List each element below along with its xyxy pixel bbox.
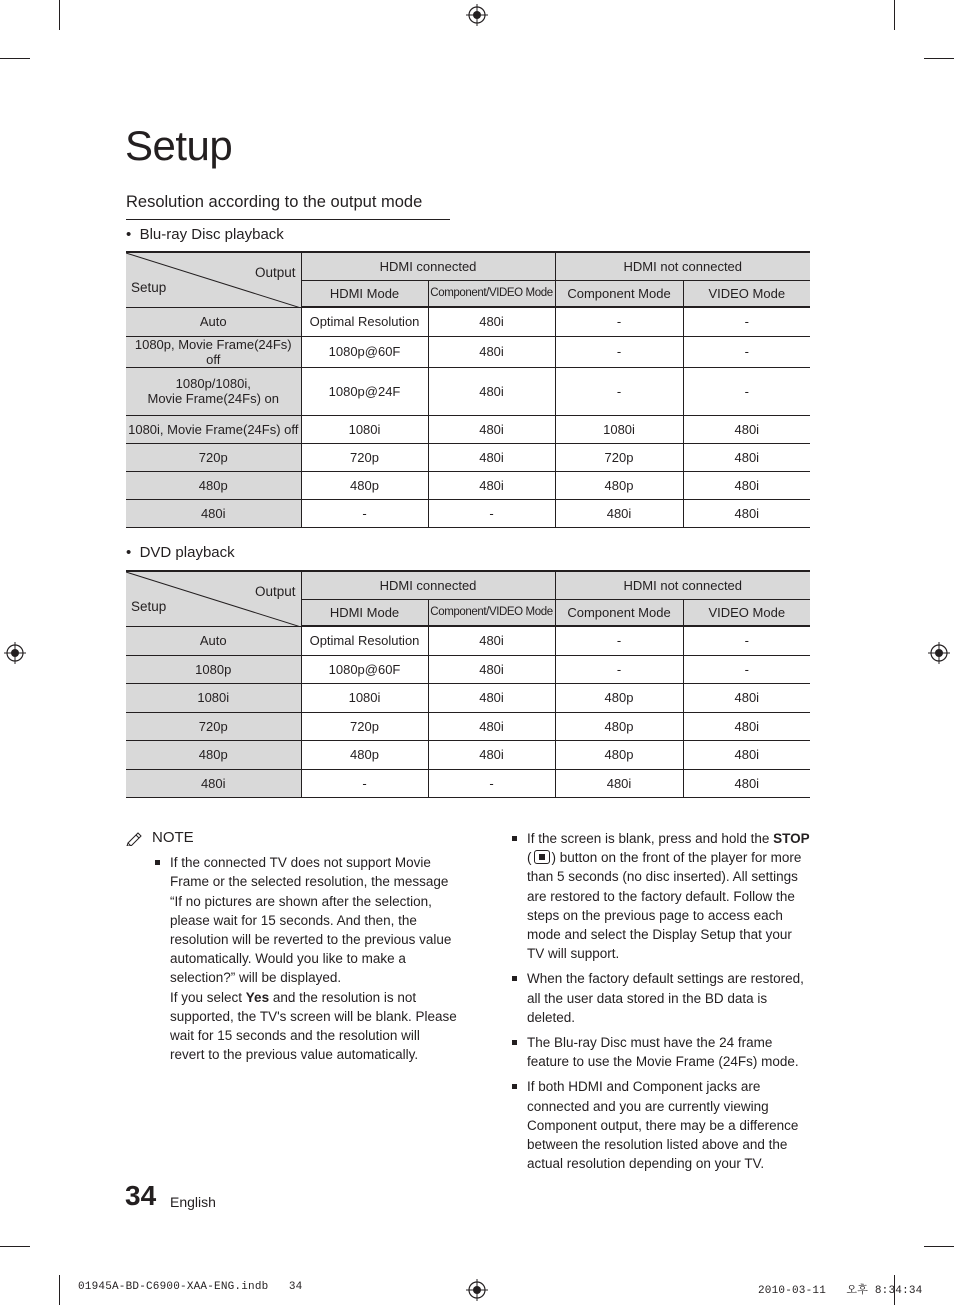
value-cell: -	[555, 626, 683, 655]
note-item: If both HDMI and Component jacks are connected and you are currently viewing Component output, there may be a difference between the resolution listed above and the actual resolution depending on your TV.	[512, 1077, 812, 1173]
stop-label: STOP	[773, 831, 810, 846]
table-row	[126, 443, 810, 471]
value-cell: 720p	[301, 443, 428, 471]
stop-button-icon	[534, 850, 550, 864]
value-cell: 480i	[428, 740, 555, 769]
setup-cell: 480p	[126, 740, 301, 769]
table-corner-header	[126, 571, 301, 626]
corner-setup-label: Setup	[131, 279, 167, 295]
pencil-note-icon	[126, 830, 146, 846]
value-cell: 480p	[301, 740, 428, 769]
registration-mark-icon	[466, 4, 488, 26]
bluray-resolution-table	[126, 251, 810, 528]
hdmi-mode-header: HDMI Mode	[301, 599, 428, 626]
hdmi-connected-header: HDMI connected	[301, 571, 555, 599]
note-text: If the screen is blank, press and hold the	[527, 831, 774, 846]
setup-cell: 1080i, Movie Frame(24Fs) off	[126, 415, 301, 443]
value-cell: -	[555, 655, 683, 683]
component-video-mode-header: Component/VIDEO Mode	[428, 599, 555, 626]
setup-cell: 1080p	[126, 655, 301, 683]
note-item: When the factory default settings are restored, all the user data stored in the BD data is deleted.	[512, 969, 812, 1027]
component-video-mode-header: Component/VIDEO Mode	[428, 280, 555, 307]
table-row	[126, 367, 810, 415]
value-cell: 720p	[555, 443, 683, 471]
value-cell: -	[555, 336, 683, 367]
value-cell: 480p	[555, 683, 683, 712]
setup-cell: 480p	[126, 471, 301, 499]
crop-mark	[59, 1275, 60, 1305]
setup-cell: 1080p, Movie Frame(24Fs) off	[126, 336, 301, 367]
dvd-heading: • DVD playback	[126, 544, 235, 561]
value-cell: -	[428, 499, 555, 527]
table-row	[126, 712, 810, 740]
table-row	[126, 471, 810, 499]
note-left-column	[126, 828, 458, 1070]
corner-output-label: Output	[254, 584, 296, 599]
value-cell: 480i	[428, 683, 555, 712]
table-row	[126, 769, 810, 797]
value-cell: -	[555, 307, 683, 336]
value-cell: 480i	[555, 769, 683, 797]
note-item	[512, 829, 812, 963]
registration-mark-icon	[928, 642, 950, 664]
value-cell: 480p	[555, 712, 683, 740]
component-mode-header: Component Mode	[555, 280, 683, 307]
crop-mark	[894, 0, 895, 30]
value-cell: 1080i	[301, 683, 428, 712]
value-cell: 480i	[683, 499, 810, 527]
value-cell: 480p	[555, 740, 683, 769]
footer-file-info: 01945A-BD-C6900-XAA-ENG.indb 34	[78, 1281, 303, 1293]
page-language: English	[170, 1194, 216, 1210]
corner-setup-label: Setup	[131, 598, 167, 614]
value-cell: 480i	[683, 712, 810, 740]
value-cell: 480i	[683, 769, 810, 797]
value-cell: 480i	[428, 655, 555, 683]
section-title: Resolution according to the output mode	[126, 193, 450, 220]
value-cell: 1080p@60F	[301, 655, 428, 683]
page-title: Setup	[125, 122, 233, 169]
value-cell: 480i	[428, 443, 555, 471]
footer-timestamp: 2010-03-11 오후 8:34:34	[758, 1285, 923, 1297]
setup-line-2: Movie Frame(24Fs) on	[147, 391, 279, 406]
registration-mark-icon	[466, 1279, 488, 1301]
value-cell: -	[683, 655, 810, 683]
note-text: (	[527, 850, 532, 866]
value-cell: -	[683, 626, 810, 655]
setup-cell: Auto	[126, 307, 301, 336]
table-row	[126, 655, 810, 683]
value-cell: Optimal Resolution	[301, 626, 428, 655]
table-row	[126, 499, 810, 527]
table-row	[126, 307, 810, 336]
setup-cell: 480i	[126, 769, 301, 797]
video-mode-header: VIDEO Mode	[683, 280, 810, 307]
value-cell: 1080p@24F	[301, 367, 428, 415]
value-cell: Optimal Resolution	[301, 307, 428, 336]
value-cell: 480i	[555, 499, 683, 527]
value-cell: 1080i	[301, 415, 428, 443]
value-cell: 480i	[683, 443, 810, 471]
crop-mark	[924, 58, 954, 59]
registration-mark-icon	[4, 642, 26, 664]
note-item: The Blu-ray Disc must have the 24 frame feature to use the Movie Frame (24Fs) mode.	[512, 1033, 812, 1071]
value-cell: 480i	[428, 367, 555, 415]
value-cell: 480i	[683, 471, 810, 499]
page-number: 34	[125, 1180, 157, 1211]
value-cell: -	[301, 769, 428, 797]
value-cell: 480i	[428, 712, 555, 740]
setup-cell: Auto	[126, 626, 301, 655]
table-row	[126, 683, 810, 712]
crop-mark	[59, 0, 60, 30]
dvd-heading-text: DVD playback	[139, 544, 235, 561]
value-cell: -	[555, 367, 683, 415]
value-cell: 480i	[428, 307, 555, 336]
note-item	[155, 853, 458, 1064]
value-cell: 480i	[428, 336, 555, 367]
value-cell: 480p	[555, 471, 683, 499]
value-cell: 1080i	[555, 415, 683, 443]
crop-mark	[0, 1246, 30, 1247]
note-text: If you select	[170, 989, 246, 1005]
crop-mark	[0, 58, 30, 59]
value-cell: 480i	[683, 683, 810, 712]
value-cell: 720p	[301, 712, 428, 740]
note-text: )	[551, 850, 556, 866]
value-cell: -	[683, 367, 810, 415]
note-heading	[126, 828, 458, 847]
setup-cell: 480i	[126, 499, 301, 527]
table-row	[126, 415, 810, 443]
hdmi-connected-header: HDMI connected	[301, 252, 555, 280]
video-mode-header: VIDEO Mode	[683, 599, 810, 626]
yes-label: Yes	[245, 989, 270, 1005]
component-mode-header: Component Mode	[555, 599, 683, 626]
value-cell: 480p	[301, 471, 428, 499]
value-cell: 480i	[428, 415, 555, 443]
setup-cell: 1080i	[126, 683, 301, 712]
corner-output-label: Output	[254, 265, 296, 280]
value-cell: -	[683, 307, 810, 336]
value-cell: -	[301, 499, 428, 527]
value-cell: 1080p@60F	[301, 336, 428, 367]
value-cell: 480i	[428, 626, 555, 655]
note-heading-text: NOTE	[152, 829, 194, 846]
table-row	[126, 740, 810, 769]
value-cell: 480i	[683, 415, 810, 443]
hdmi-mode-header: HDMI Mode	[301, 280, 428, 307]
value-cell: -	[683, 336, 810, 367]
table-corner-header	[126, 252, 301, 307]
dvd-resolution-table	[126, 570, 810, 798]
setup-cell	[126, 367, 301, 415]
bluray-heading-text: Blu-ray Disc playback	[139, 226, 284, 243]
setup-cell: 720p	[126, 443, 301, 471]
value-cell: 480i	[683, 740, 810, 769]
setup-cell: 720p	[126, 712, 301, 740]
hdmi-not-connected-header: HDMI not connected	[555, 571, 810, 599]
bluray-heading: • Blu-ray Disc playback	[126, 226, 284, 243]
value-cell: 480i	[428, 471, 555, 499]
note-text: If the connected TV does not support Movie Frame or the selected resolution, the message “If no pictures are shown after the selection, please wait for 15 seconds. And then, the resolution will be reverted to the previous value automatically. Would you like to make a selection?” will be displayed.	[170, 855, 452, 986]
crop-mark	[924, 1246, 954, 1247]
hdmi-not-connected-header: HDMI not connected	[555, 252, 810, 280]
table-row	[126, 336, 810, 367]
note-right-column	[512, 829, 812, 1179]
table-row	[126, 626, 810, 655]
note-text: and the resolution is not supported, the TV's screen will be blank. Please wait for 15 seconds and the resolution will revert to the previous value automatically.	[170, 989, 457, 1063]
value-cell: -	[428, 769, 555, 797]
note-text: button on the front of the player for more than 5 seconds (no disc inserted). All settings are restored to the factory default. Follow the steps on the previous page to access each mode and select the Display Setup that your TV will support.	[527, 850, 802, 962]
setup-line-1: 1080p/1080i,	[175, 376, 251, 391]
